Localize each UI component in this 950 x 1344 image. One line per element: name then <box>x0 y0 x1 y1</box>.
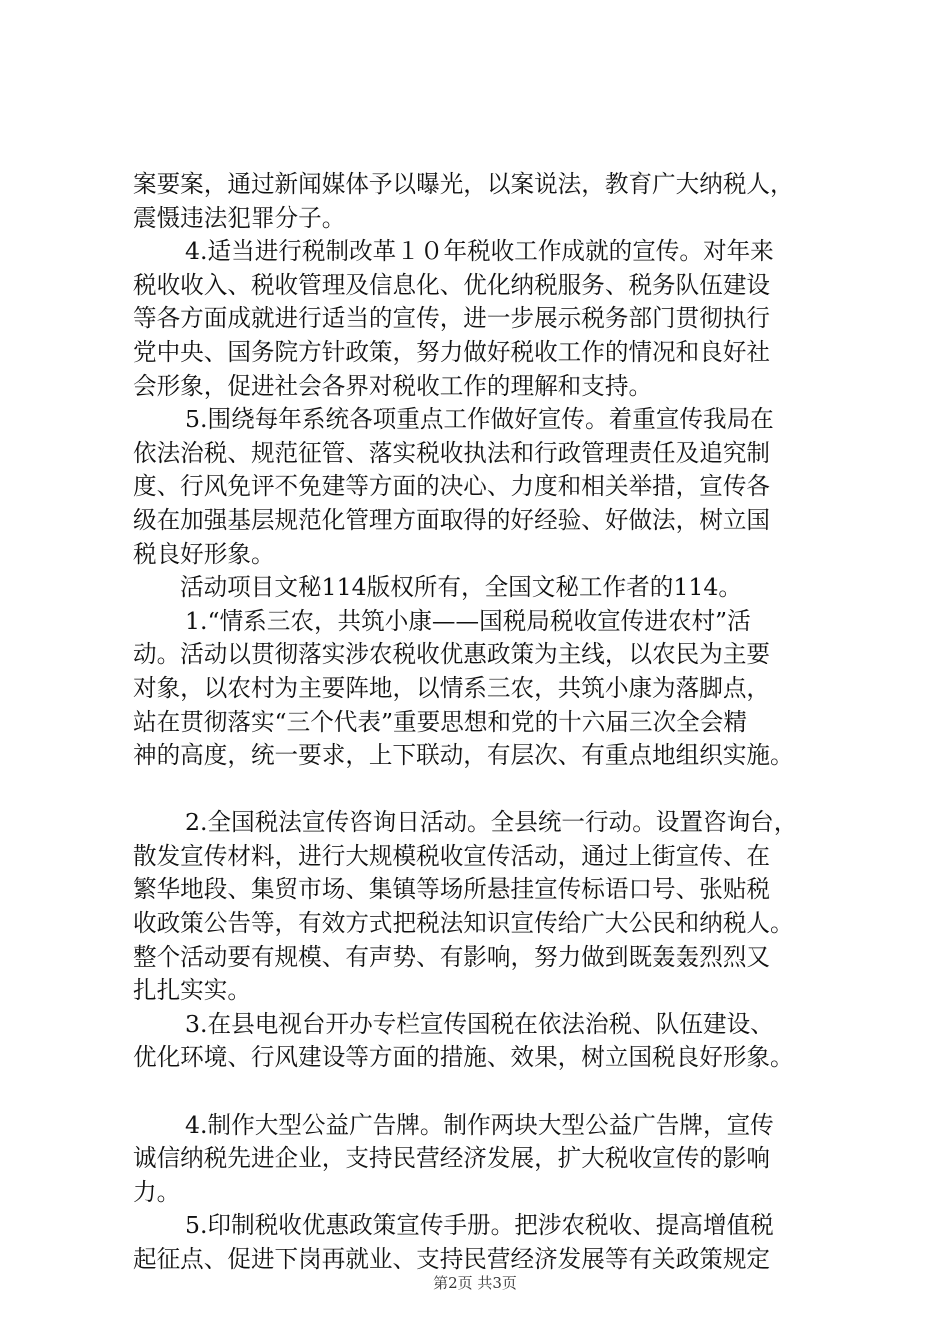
text-line: 2.全国税法宣传咨询日活动。全县统一行动。设置咨询台， <box>185 808 798 837</box>
document-body <box>133 168 833 1277</box>
text-line: 税良好形象。 <box>133 539 275 568</box>
text-line: 会形象，促进社会各界对税收工作的理解和支持。 <box>133 371 653 400</box>
text-line: 对象，以农村为主要阵地，以情系三农，共筑小康为落脚点， <box>133 673 771 702</box>
text-line: 整个活动要有规模、有声势、有影响，努力做到既轰轰烈烈又 <box>133 942 771 971</box>
text-line: 站在贯彻落实“三个代表”重要思想和党的十六届三次全会精 <box>133 707 747 736</box>
text-line: 案要案，通过新闻媒体予以曝光，以案说法，教育广大纳税人， <box>133 170 794 198</box>
text-line: 党中央、国务院方针政策，努力做好税收工作的情况和良好社 <box>133 337 771 366</box>
text-line: 4.适当进行税制改革１０年税收工作成就的宣传。对年来 <box>185 237 774 266</box>
text-line: 5.印制税收优惠政策宣传手册。把涉农税收、提高增值税 <box>185 1211 774 1240</box>
text-line: 税收收入、税收管理及信息化、优化纳税服务、税务队伍建设 <box>133 270 771 299</box>
text-line: 收政策公告等，有效方式把税法知识宣传给广大公民和纳税人。 <box>133 909 794 938</box>
text-line: 神的高度，统一要求，上下联动，有层次、有重点地组织实施。 <box>133 741 794 770</box>
text-line: 震慑违法犯罪分子。 <box>133 203 346 232</box>
text-line: 繁华地段、集贸市场、集镇等场所悬挂宣传标语口号、张贴税 <box>133 875 771 904</box>
text-line: 优化环境、行风建设等方面的措施、效果，树立国税良好形象。 <box>133 1043 794 1072</box>
text-line: 1.“情系三农，共筑小康——国税局税收宣传进农村”活 <box>185 606 751 635</box>
text-line: 5.围绕每年系统各项重点工作做好宣传。着重宣传我局在 <box>185 405 774 434</box>
text-line: 诚信纳税先进企业，支持民营经济发展，扩大税收宣传的影响 <box>133 1144 771 1173</box>
text-line: 活动项目文秘114版权所有，全国文秘工作者的114。 <box>180 573 742 602</box>
text-line: 4.制作大型公益广告牌。制作两块大型公益广告牌，宣传 <box>185 1110 774 1139</box>
text-line: 力。 <box>133 1177 181 1206</box>
text-line: 等各方面成就进行适当的宣传，进一步展示税务部门贯彻执行 <box>133 304 771 333</box>
text-line: 扎扎实实。 <box>133 976 251 1005</box>
blank-line <box>133 773 833 807</box>
text-line: 依法治税、规范征管、落实税收执法和行政管理责任及追究制 <box>133 438 771 467</box>
text-line: 起征点、促进下岗再就业、支持民营经济发展等有关政策规定 <box>133 1245 771 1273</box>
text-line: 3.在县电视台开办专栏宣传国税在依法治税、队伍建设、 <box>185 1009 774 1038</box>
text-line: 散发宣传材料，进行大规模税收宣传活动，通过上街宣传、在 <box>133 841 771 870</box>
blank-line <box>133 1075 833 1109</box>
page-footer: 第2页 共3页 <box>433 1274 517 1292</box>
text-line: 级在加强基层规范化管理方面取得的好经验、好做法，树立国 <box>133 505 771 534</box>
text-line: 度、行风免评不免建等方面的决心、力度和相关举措，宣传各 <box>133 472 771 501</box>
text-line: 动。活动以贯彻落实涉农税收优惠政策为主线，以农民为主要 <box>133 640 771 669</box>
